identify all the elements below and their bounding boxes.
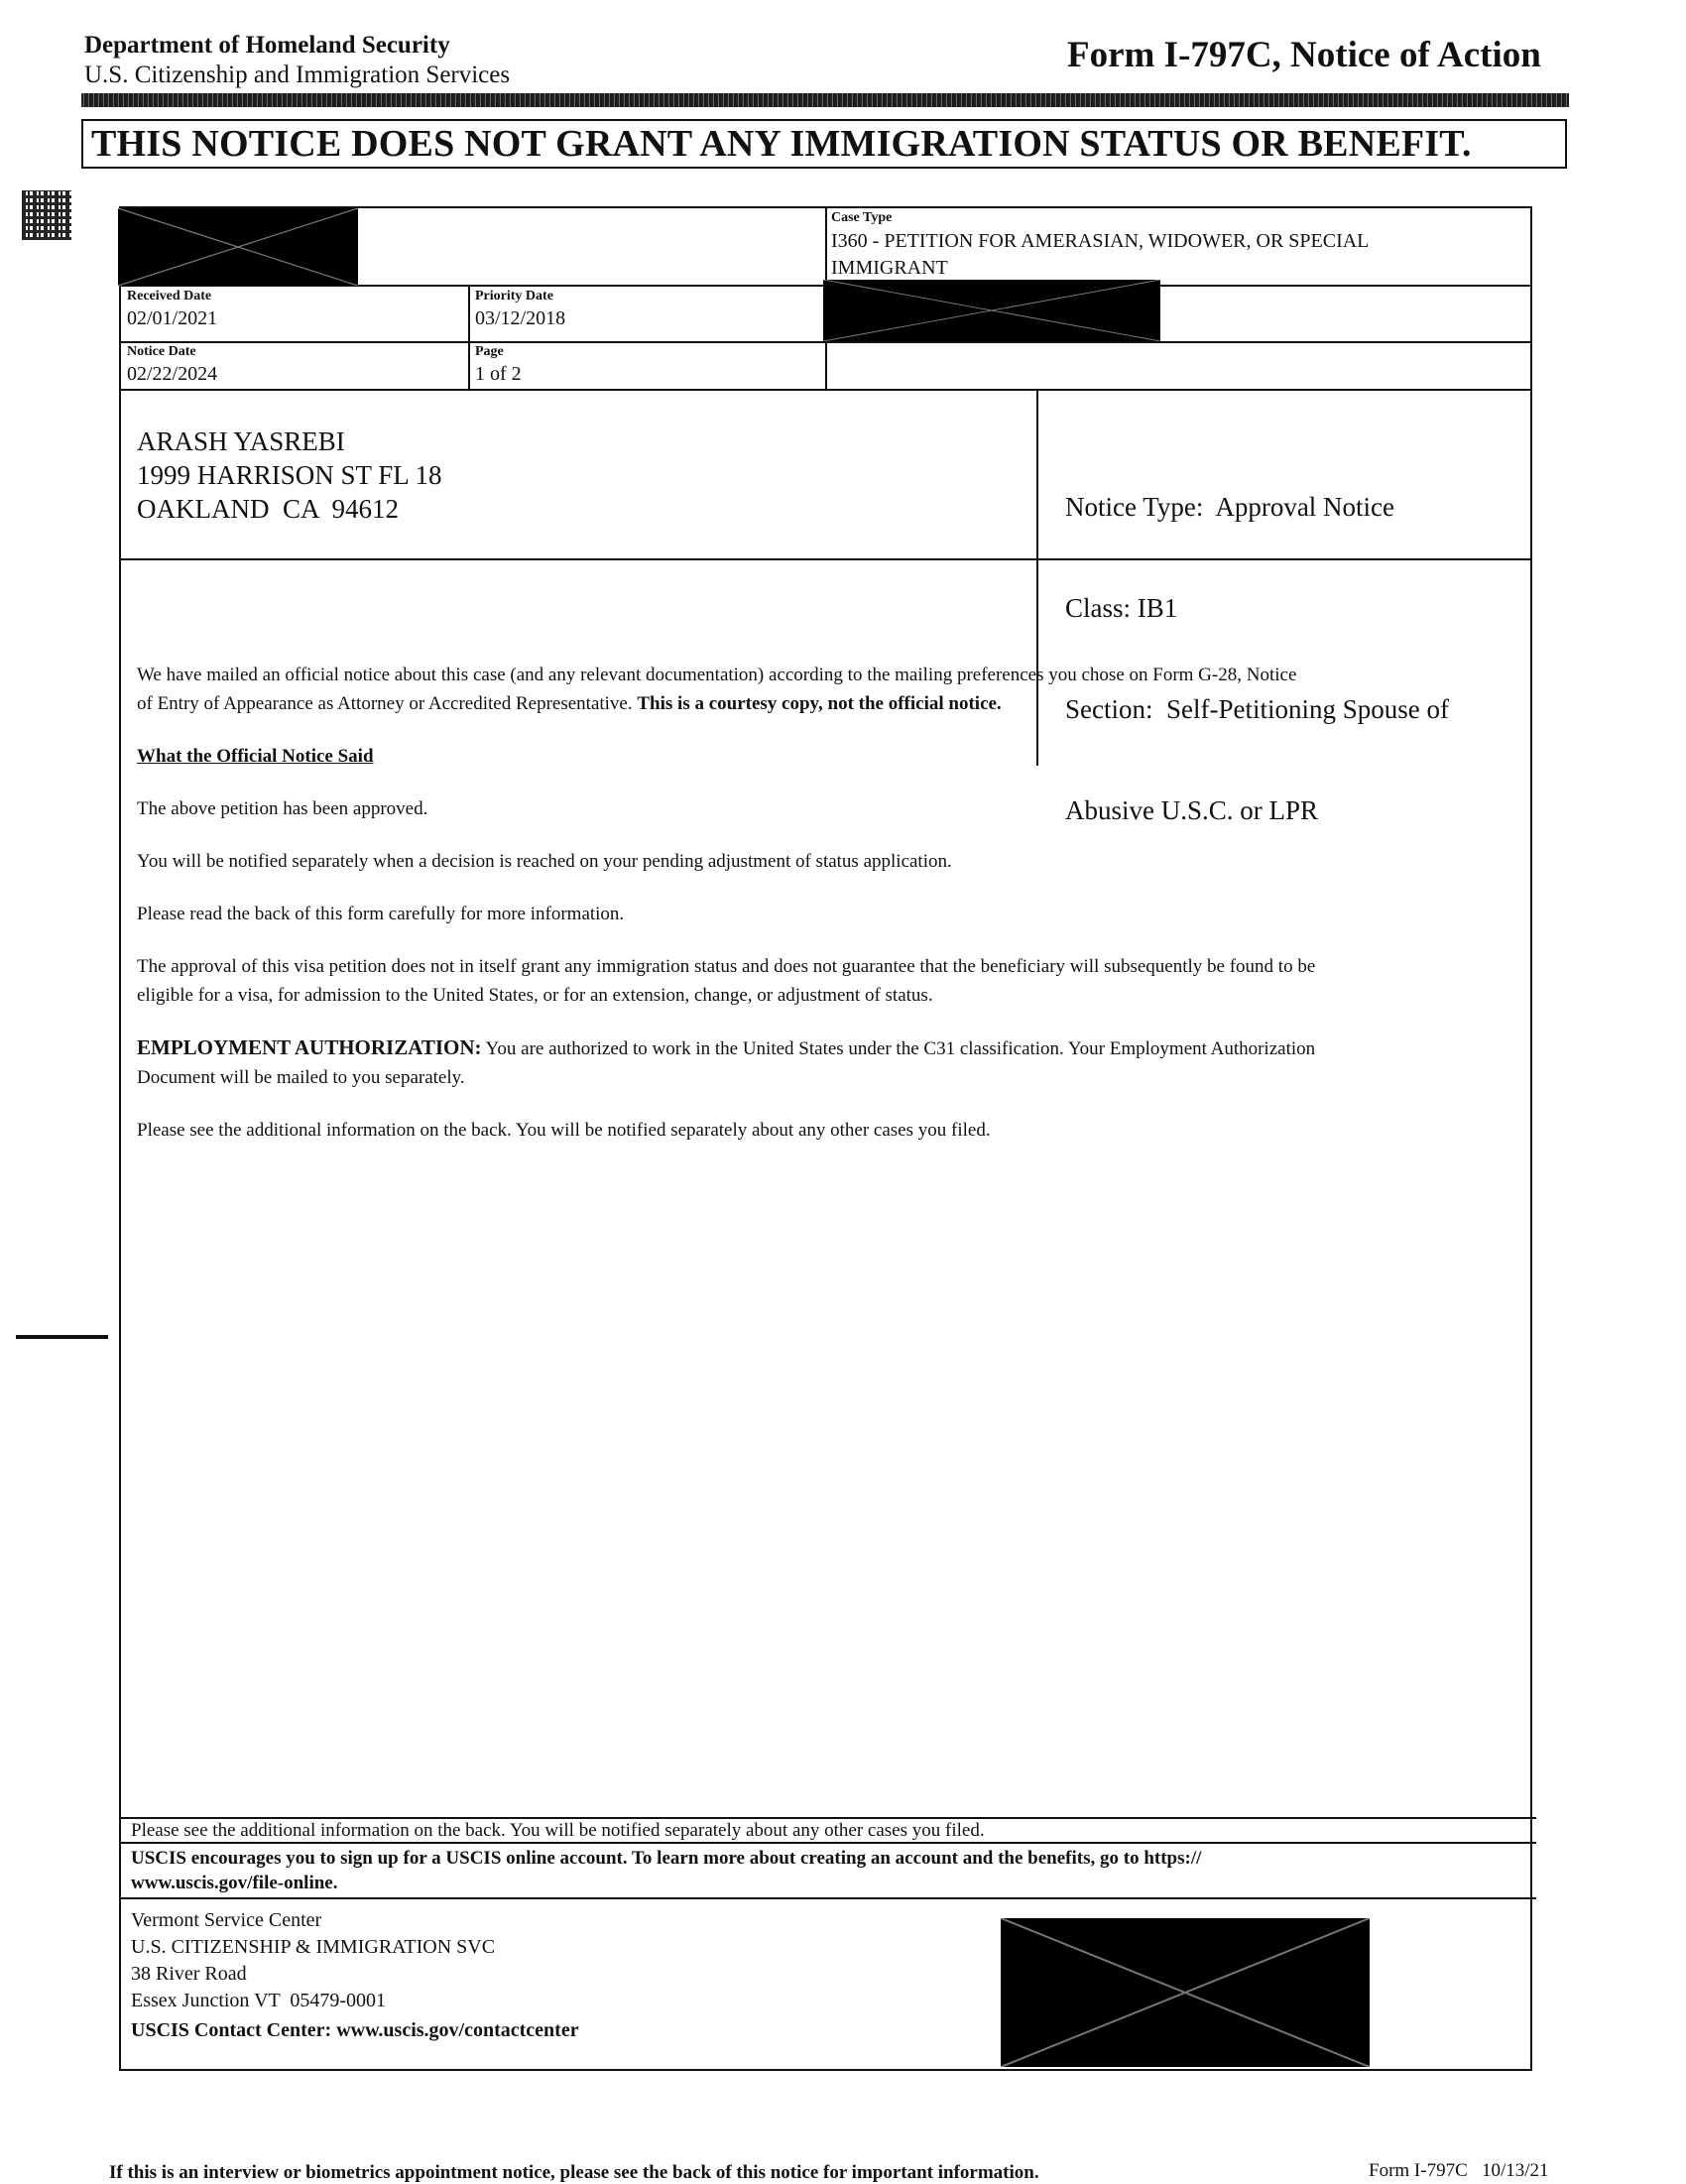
page-value: 1 of 2 — [475, 363, 522, 385]
notice-section: Abusive U.S.C. or LPR — [1065, 795, 1319, 825]
notice-class: Class: IB1 — [1065, 593, 1178, 623]
form-title: Form I-797C, Notice of Action — [1067, 35, 1541, 75]
body-paragraph — [137, 1033, 1520, 1092]
divider — [121, 1897, 1536, 1899]
case-type-line: IMMIGRANT — [831, 257, 948, 279]
service-center-org: U.S. CITIZENSHIP & IMMIGRATION SVC — [131, 1936, 496, 1958]
body-paragraph: You will be notified separately when a decision is reached on your pending adjustment of status application. — [137, 851, 952, 872]
body-text: We have mailed an official notice about this case (and any relevant documentation) according to the mailing preferences you chose on Form G-28, Notice — [137, 665, 1297, 685]
case-type-line: I360 - PETITION FOR AMERASIAN, WIDOWER, OR SPECIAL — [831, 230, 1370, 252]
received-date-value: 02/01/2021 — [127, 307, 218, 329]
service-center-city: Essex Junction VT 05479-0001 — [131, 1990, 387, 2011]
body-paragraph: Please read the back of this form carefully for more information. — [137, 904, 625, 924]
redacted-receipt-number — [118, 208, 358, 286]
redacted-field — [823, 280, 1160, 341]
employment-authorization-label: EMPLOYMENT AUTHORIZATION: — [137, 1035, 482, 1059]
body-paragraph — [137, 661, 1520, 718]
agency-name: Department of Homeland Security — [84, 32, 450, 59]
service-center-address — [131, 1907, 579, 2044]
contact-center: USCIS Contact Center: www.uscis.gov/contactcenter — [131, 2019, 579, 2041]
form-edition: Form I-797C 10/13/21 — [1369, 2160, 1549, 2181]
redacted-barcode — [1001, 1918, 1370, 2067]
body-paragraph — [137, 952, 1520, 1010]
service-center-street: 38 River Road — [131, 1963, 247, 1985]
received-date-label: Received Date — [127, 289, 212, 303]
priority-date-label: Priority Date — [475, 289, 553, 303]
body-paragraph: Please see the additional information on the back. You will be notified separately about any other cases you filed. — [137, 1120, 991, 1141]
case-type-label: Case Type — [831, 210, 893, 225]
notice-date-label: Notice Date — [127, 344, 196, 359]
body-paragraph: The above petition has been approved. — [137, 798, 428, 819]
barcode-icon — [22, 190, 71, 240]
divider — [468, 285, 470, 389]
sub-agency-name: U.S. Citizenship and Immigration Services — [84, 61, 511, 88]
divider — [121, 1842, 1536, 1844]
additional-info-note: Please see the additional information on the back. You will be notified separately about any other cases you filed. — [131, 1820, 985, 1841]
recipient-address — [137, 425, 442, 526]
body-text: of Entry of Appearance as Attorney or Accredited Representative. — [137, 693, 638, 714]
courtesy-copy-note: This is a courtesy copy, not the official notice. — [637, 693, 1002, 714]
body-text: You are authorized to work in the United States under the C31 classification. Your Employment Authorization — [481, 1038, 1316, 1059]
body-text: The approval of this visa petition does not in itself grant any immigration status and does not guarantee that the beneficiary will subsequently be found to be — [137, 956, 1316, 977]
notice-type: Notice Type: Approval Notice — [1065, 492, 1395, 522]
section-heading: What the Official Notice Said — [137, 746, 374, 767]
recipient-city: OAKLAND CA 94612 — [137, 494, 400, 524]
status-banner: THIS NOTICE DOES NOT GRANT ANY IMMIGRATION STATUS OR BENEFIT. — [81, 119, 1567, 169]
divider — [121, 1817, 1536, 1819]
case-type-value — [831, 228, 1369, 282]
notice-body — [137, 661, 1520, 1145]
priority-date-value: 03/12/2018 — [475, 307, 566, 329]
online-account-link: www.uscis.gov/file-online. — [131, 1873, 338, 1893]
page-label: Page — [475, 344, 504, 359]
divider — [121, 389, 1530, 391]
header-rule — [81, 93, 1569, 107]
recipient-name: ARASH YASREBI — [137, 426, 345, 456]
online-account-note — [131, 1846, 1201, 1895]
body-text: eligible for a visa, for admission to the United States, or for an extension, change, or adjustment of status. — [137, 985, 933, 1006]
service-center-name: Vermont Service Center — [131, 1909, 322, 1931]
online-account-text: USCIS encourages you to sign up for a USCIS online account. To learn more about creating an account and the benefits, go to https:// — [131, 1848, 1202, 1869]
body-text: Document will be mailed to you separately. — [137, 1067, 465, 1088]
recipient-street: 1999 HARRISON ST FL 18 — [137, 460, 442, 490]
notice-frame — [119, 206, 1532, 2071]
notice-date-value: 02/22/2024 — [127, 363, 218, 385]
notice-section: Section: Self-Petitioning Spouse of — [1065, 694, 1449, 724]
bottom-notice: If this is an interview or biometrics appointment notice, please see the back of this notice for important information. — [109, 2162, 1039, 2183]
margin-mark — [16, 1335, 108, 1339]
